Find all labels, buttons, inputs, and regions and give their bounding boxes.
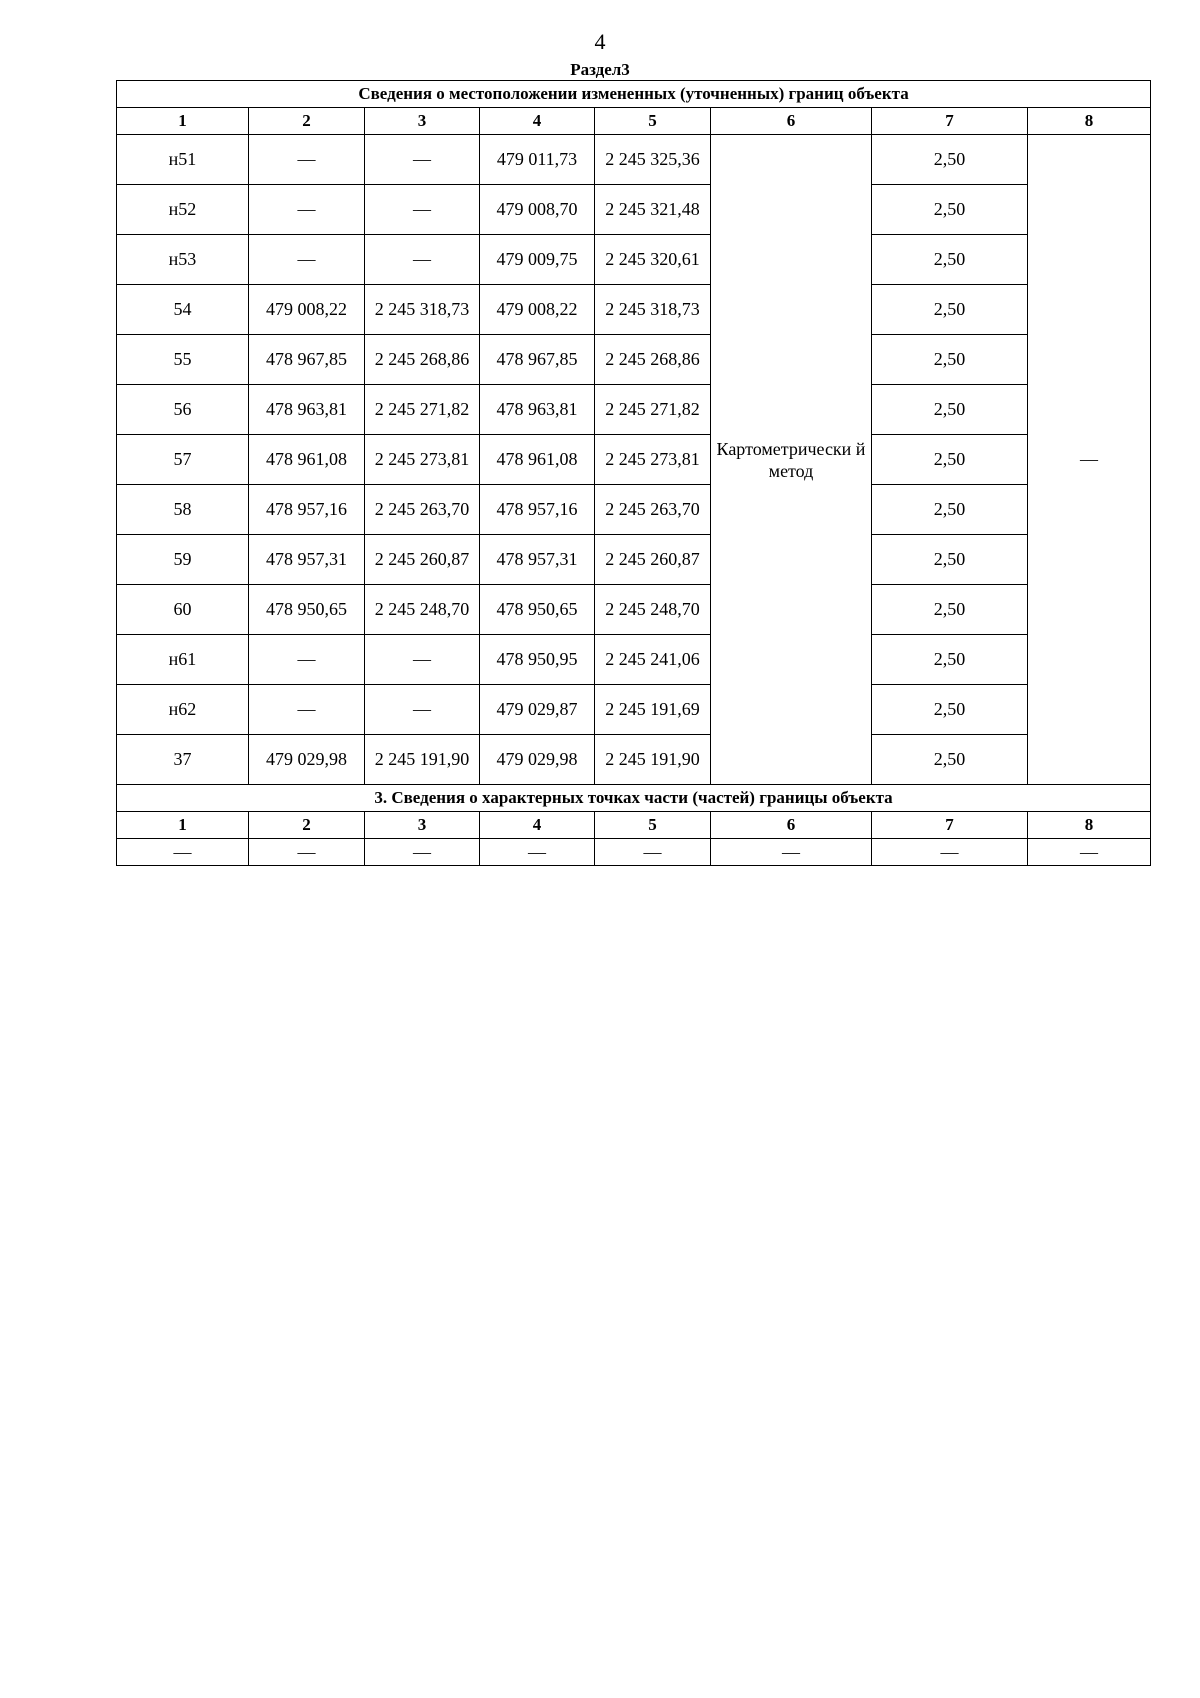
- cell-new-y: 2 245 321,48: [595, 185, 711, 235]
- cell-old-y: —: [365, 685, 480, 735]
- cell-new-y: 2 245 248,70: [595, 585, 711, 635]
- cell-old-x: —: [249, 235, 365, 285]
- cell-point: н53: [117, 235, 249, 285]
- cell-point: 56: [117, 385, 249, 435]
- cell-empty: —: [480, 839, 595, 866]
- cell-accuracy: 2,50: [872, 385, 1028, 435]
- table-row: [117, 285, 1151, 335]
- table1-column-number: 8: [1028, 108, 1151, 135]
- cell-accuracy: 2,50: [872, 235, 1028, 285]
- cell-empty: —: [711, 839, 872, 866]
- cell-old-y: 2 245 268,86: [365, 335, 480, 385]
- cell-accuracy: 2,50: [872, 685, 1028, 735]
- cell-point: н52: [117, 185, 249, 235]
- table1-column-number: 5: [595, 108, 711, 135]
- cell-old-y: 2 245 318,73: [365, 285, 480, 335]
- cell-point: 57: [117, 435, 249, 485]
- cell-new-y: 2 245 268,86: [595, 335, 711, 385]
- cell-new-y: 2 245 241,06: [595, 635, 711, 685]
- cell-new-x: 478 967,85: [480, 335, 595, 385]
- table1-column-number: 2: [249, 108, 365, 135]
- cell-point: н61: [117, 635, 249, 685]
- cell-empty: —: [595, 839, 711, 866]
- cell-empty: —: [1028, 839, 1151, 866]
- table-row: [117, 585, 1151, 635]
- cell-new-y: 2 245 263,70: [595, 485, 711, 535]
- cell-old-x: 479 029,98: [249, 735, 365, 785]
- cell-new-x: 478 950,95: [480, 635, 595, 685]
- cell-new-y: 2 245 318,73: [595, 285, 711, 335]
- table2-column-number: 4: [480, 812, 595, 839]
- cell-old-y: 2 245 248,70: [365, 585, 480, 635]
- cell-old-x: 478 963,81: [249, 385, 365, 435]
- cell-new-x: 478 957,31: [480, 535, 595, 585]
- table2-column-number: 5: [595, 812, 711, 839]
- cell-new-y: 2 245 191,90: [595, 735, 711, 785]
- cell-old-x: —: [249, 685, 365, 735]
- cell-empty: —: [117, 839, 249, 866]
- cell-new-x: 479 008,70: [480, 185, 595, 235]
- cell-accuracy: 2,50: [872, 735, 1028, 785]
- table-row: [117, 335, 1151, 385]
- cell-empty: —: [872, 839, 1028, 866]
- cell-new-x: 479 009,75: [480, 235, 595, 285]
- cell-new-y: 2 245 191,69: [595, 685, 711, 735]
- cell-new-x: 478 963,81: [480, 385, 595, 435]
- cell-empty: —: [249, 839, 365, 866]
- cell-new-y: 2 245 271,82: [595, 385, 711, 435]
- cell-old-y: 2 245 263,70: [365, 485, 480, 535]
- page-number: 4: [594, 29, 606, 54]
- cell-point: н51: [117, 135, 249, 185]
- cell-accuracy: 2,50: [872, 285, 1028, 335]
- cell-old-x: 478 950,65: [249, 585, 365, 635]
- cell-accuracy: 2,50: [872, 585, 1028, 635]
- table-row: [117, 135, 1151, 185]
- boundary-coordinates-table: [116, 80, 1151, 866]
- table-row: [117, 185, 1151, 235]
- cell-new-x: 479 011,73: [480, 135, 595, 185]
- cell-old-y: —: [365, 135, 480, 185]
- cell-empty: —: [365, 839, 480, 866]
- cell-new-x: 479 029,98: [480, 735, 595, 785]
- table2-column-number: 1: [117, 812, 249, 839]
- cell-point: н62: [117, 685, 249, 735]
- cell-old-y: —: [365, 235, 480, 285]
- cell-new-y: 2 245 260,87: [595, 535, 711, 585]
- section-title: Раздел3: [570, 60, 630, 79]
- cell-point: 55: [117, 335, 249, 385]
- cell-old-x: 478 961,08: [249, 435, 365, 485]
- table-row: [117, 735, 1151, 785]
- cell-old-x: 479 008,22: [249, 285, 365, 335]
- table1-caption: Сведения о местоположении измененных (уточненных) границ объекта: [117, 81, 1151, 108]
- cell-old-x: 478 957,16: [249, 485, 365, 535]
- cell-old-x: 478 967,85: [249, 335, 365, 385]
- table-row: [117, 535, 1151, 585]
- cell-new-x: 479 008,22: [480, 285, 595, 335]
- cell-old-x: 478 957,31: [249, 535, 365, 585]
- cell-new-x: 478 950,65: [480, 585, 595, 635]
- cell-accuracy: 2,50: [872, 185, 1028, 235]
- cell-accuracy: 2,50: [872, 135, 1028, 185]
- cell-point: 59: [117, 535, 249, 585]
- cell-point: 60: [117, 585, 249, 635]
- table1-column-number: 1: [117, 108, 249, 135]
- cell-new-y: 2 245 320,61: [595, 235, 711, 285]
- table-row: [117, 235, 1151, 285]
- cell-old-x: —: [249, 135, 365, 185]
- table-row: [117, 435, 1151, 485]
- table2-column-number: 2: [249, 812, 365, 839]
- cell-accuracy: 2,50: [872, 635, 1028, 685]
- cell-new-y: 2 245 325,36: [595, 135, 711, 185]
- table-row: [117, 685, 1151, 735]
- cell-new-y: 2 245 273,81: [595, 435, 711, 485]
- table1-column-number: 7: [872, 108, 1028, 135]
- cell-old-y: —: [365, 185, 480, 235]
- table2-caption: 3. Сведения о характерных точках части (частей) границы объекта: [117, 785, 1151, 812]
- table1-column-number: 6: [711, 108, 872, 135]
- cell-old-y: 2 245 191,90: [365, 735, 480, 785]
- cell-accuracy: 2,50: [872, 535, 1028, 585]
- cell-accuracy: 2,50: [872, 435, 1028, 485]
- table-row: [117, 635, 1151, 685]
- table-row: [117, 485, 1151, 535]
- cell-new-x: 478 957,16: [480, 485, 595, 535]
- table2-column-number: 7: [872, 812, 1028, 839]
- table1-column-number: 4: [480, 108, 595, 135]
- table-row: [117, 839, 1151, 866]
- cell-point: 54: [117, 285, 249, 335]
- cell-description: —: [1028, 135, 1151, 785]
- table2-column-number: 8: [1028, 812, 1151, 839]
- cell-method: Картометрически й метод: [711, 135, 872, 785]
- cell-new-x: 478 961,08: [480, 435, 595, 485]
- cell-accuracy: 2,50: [872, 335, 1028, 385]
- cell-accuracy: 2,50: [872, 485, 1028, 535]
- cell-old-x: —: [249, 185, 365, 235]
- table2-column-number: 6: [711, 812, 872, 839]
- table2-column-number: 3: [365, 812, 480, 839]
- table-row: [117, 385, 1151, 435]
- cell-new-x: 479 029,87: [480, 685, 595, 735]
- cell-point: 37: [117, 735, 249, 785]
- cell-point: 58: [117, 485, 249, 535]
- cell-old-x: —: [249, 635, 365, 685]
- cell-old-y: —: [365, 635, 480, 685]
- cell-old-y: 2 245 273,81: [365, 435, 480, 485]
- cell-old-y: 2 245 260,87: [365, 535, 480, 585]
- cell-old-y: 2 245 271,82: [365, 385, 480, 435]
- table1-column-number: 3: [365, 108, 480, 135]
